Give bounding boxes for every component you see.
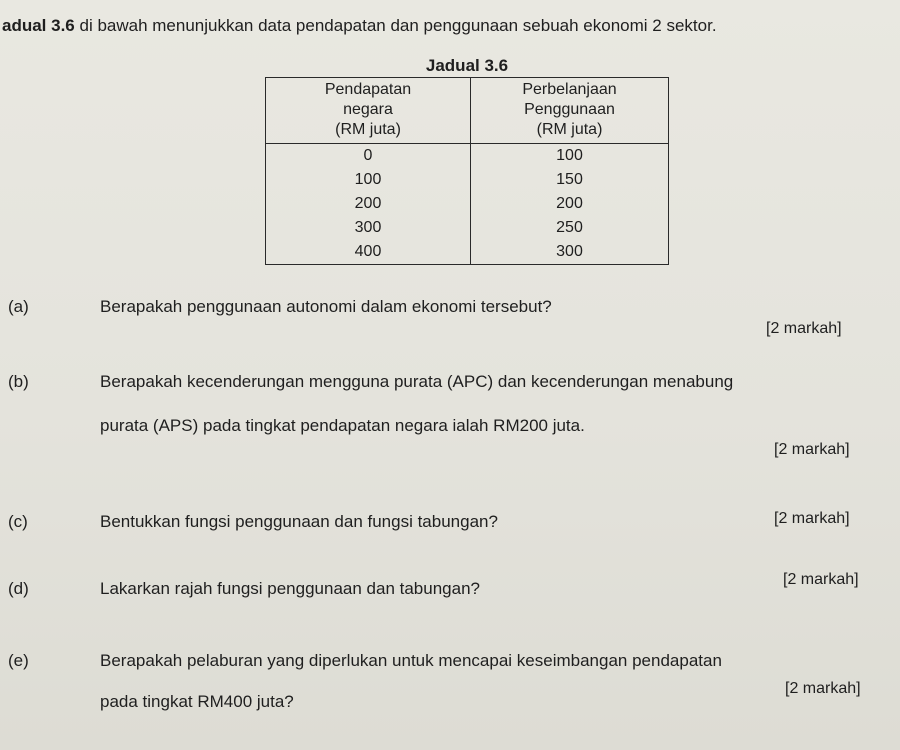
- intro-text: [2, 16, 717, 36]
- income-cell: 400: [266, 240, 471, 265]
- question-e-text-line1: Berapakah pelaburan yang diperlukan untuk mencapai keseimbangan pendapatan: [100, 651, 722, 670]
- table-header-row: [266, 78, 669, 144]
- question-d-marks: [2 markah]: [783, 571, 859, 588]
- question-c-letter: (c): [8, 512, 28, 531]
- income-consumption-table: [265, 77, 669, 265]
- question-b-text-line1: Berapakah kecenderungan mengguna purata (APC) dan kecenderungan menabung: [100, 372, 734, 391]
- table-row: [266, 192, 669, 216]
- income-cell: 100: [266, 168, 471, 192]
- question-c-marks: [2 markah]: [774, 510, 850, 527]
- question-a-letter: (a): [8, 297, 29, 316]
- consumption-cell: 200: [471, 192, 669, 216]
- question-c-text: Bentukkan fungsi penggunaan dan fungsi tabungan?: [100, 512, 498, 531]
- table-row: [266, 240, 669, 265]
- income-cell: 0: [266, 144, 471, 169]
- question-e-text-line2: pada tingkat RM400 juta?: [100, 692, 294, 711]
- consumption-cell: 100: [471, 144, 669, 169]
- consumption-cell: 250: [471, 216, 669, 240]
- table-title: Jadual 3.6: [425, 56, 509, 75]
- question-b-text-line2: purata (APS) pada tingkat pendapatan negara ialah RM200 juta.: [100, 416, 585, 435]
- question-e-letter: (e): [8, 651, 29, 670]
- question-e-marks: [2 markah]: [785, 680, 861, 697]
- question-b-marks: [2 markah]: [774, 441, 850, 458]
- table-row: [266, 216, 669, 240]
- table-row: [266, 168, 669, 192]
- question-a-text: Berapakah penggunaan autonomi dalam ekonomi tersebut?: [100, 297, 552, 316]
- header-consumption: Perbelanjaan Penggunaan (RM juta): [471, 78, 669, 144]
- question-d-text: Lakarkan rajah fungsi penggunaan dan tabungan?: [100, 579, 480, 598]
- table-row: [266, 144, 669, 169]
- intro-table-ref: adual 3.6: [2, 16, 75, 35]
- income-cell: 200: [266, 192, 471, 216]
- income-cell: 300: [266, 216, 471, 240]
- question-b-letter: (b): [8, 372, 29, 391]
- question-d-letter: (d): [8, 579, 29, 598]
- header-income: Pendapatan negara (RM juta): [266, 78, 471, 144]
- intro-description: di bawah menunjukkan data pendapatan dan penggunaan sebuah ekonomi 2 sektor.: [74, 16, 717, 35]
- consumption-cell: 300: [471, 240, 669, 265]
- question-a-marks: [2 markah]: [766, 320, 842, 337]
- consumption-cell: 150: [471, 168, 669, 192]
